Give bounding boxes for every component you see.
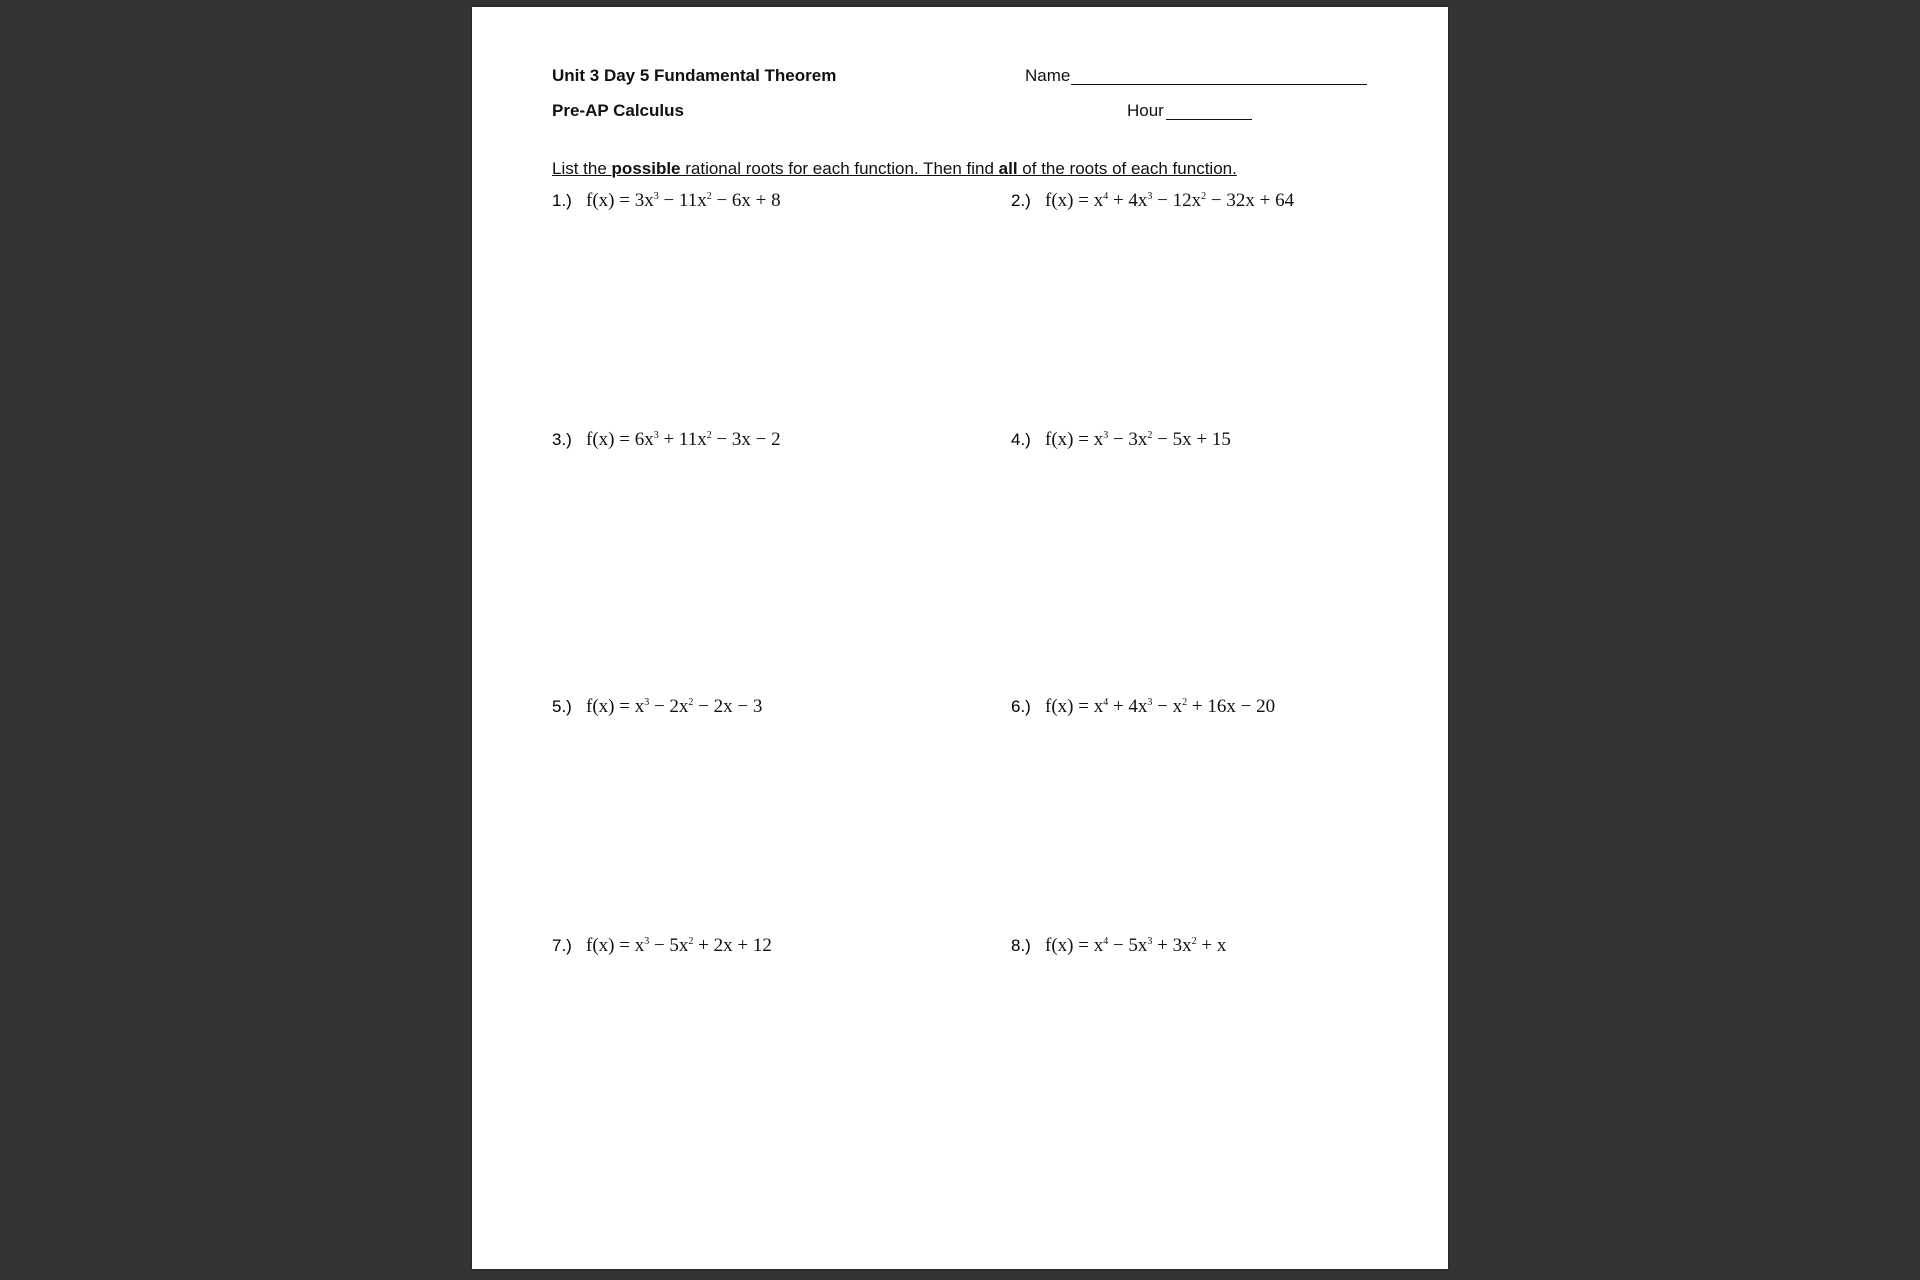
problem-number: 8.) [1011, 936, 1031, 955]
problem-function: $f(x) = 6x^3 + 11x^2 - 3x - 2$ [586, 429, 781, 450]
name-label: Name [1025, 66, 1071, 85]
problem-1 [552, 190, 781, 212]
problem-function: $f(x) = x^3 - 2x^2 - 2x - 3$ [586, 696, 763, 717]
problem-function: $f(x) = x^4 + 4x^3 - 12x^2 - 32x + 64$ [1045, 190, 1295, 211]
problem-2 [1011, 190, 1294, 212]
instructions-text: List the [552, 159, 612, 178]
instructions [552, 159, 1237, 179]
problem-function: $f(x) = x^3 - 5x^2 + 2x + 12$ [586, 935, 772, 956]
problem-8 [1011, 935, 1226, 957]
instructions-emphasis-all: all [998, 159, 1018, 178]
problem-function: $f(x) = 3x^3 - 11x^2 - 6x + 8$ [586, 190, 781, 211]
problem-number: 4.) [1011, 430, 1031, 449]
problem-number: 2.) [1011, 191, 1031, 210]
hour-blank-line [1166, 119, 1252, 120]
problem-function: $f(x) = x^4 - 5x^3 + 3x^2 + x$ [1045, 935, 1227, 956]
problem-7 [552, 935, 772, 957]
problem-3 [552, 429, 781, 451]
problem-number: 5.) [552, 697, 572, 716]
problem-5 [552, 696, 762, 718]
problem-number: 1.) [552, 191, 572, 210]
instructions-emphasis-possible: possible [611, 159, 681, 178]
problem-number: 6.) [1011, 697, 1031, 716]
problem-function: $f(x) = x^4 + 4x^3 - x^2 + 16x - 20$ [1045, 696, 1276, 717]
instructions-text: of the roots of each function. [1017, 159, 1237, 178]
hour-label: Hour [1127, 101, 1164, 120]
problem-6 [1011, 696, 1275, 718]
worksheet-page [472, 7, 1448, 1269]
name-blank-line [1071, 84, 1367, 85]
problem-function: $f(x) = x^3 - 3x^2 - 5x + 15$ [1045, 429, 1231, 450]
problem-number: 3.) [552, 430, 572, 449]
problem-number: 7.) [552, 936, 572, 955]
worksheet-title: Unit 3 Day 5 Fundamental Theorem [552, 66, 837, 85]
instructions-text: rational roots for each function. Then find [680, 159, 999, 178]
problem-4 [1011, 429, 1231, 451]
course-name: Pre-AP Calculus [552, 101, 684, 120]
